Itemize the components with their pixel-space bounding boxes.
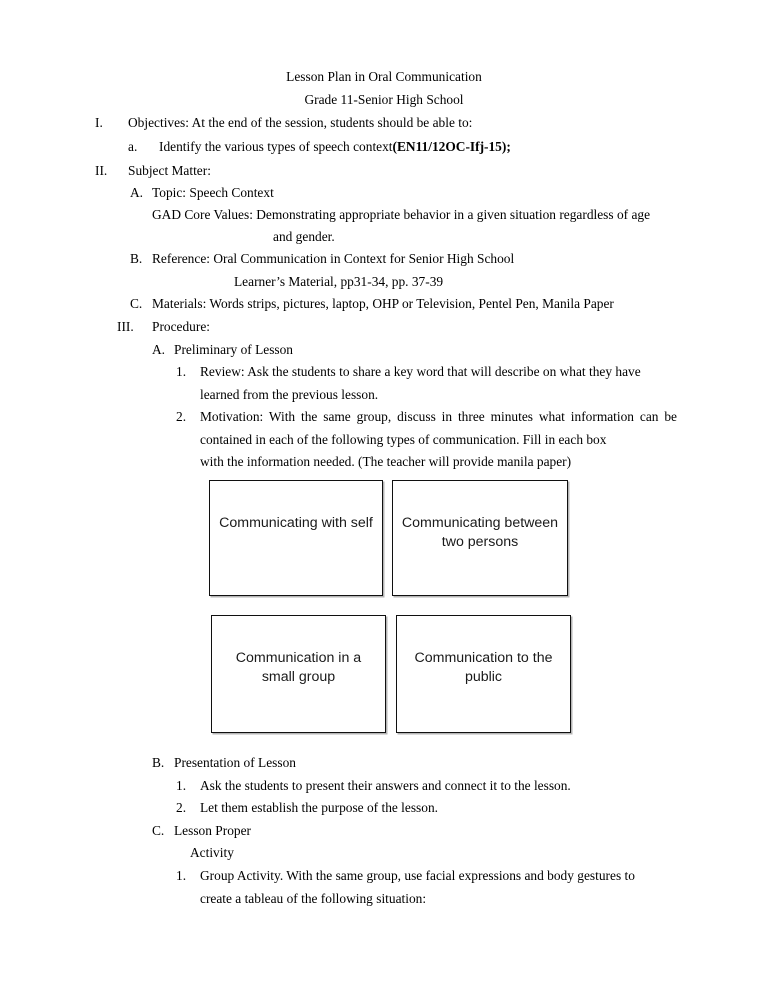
outline-item-iii-a-1	[176, 361, 677, 406]
outline-item-i-a	[128, 136, 677, 159]
outline-text-ii: Subject Matter:	[128, 163, 211, 178]
outline-marker-i-a: a.	[128, 139, 138, 154]
communication-box-3[interactable]	[211, 615, 386, 733]
outline-text-ii-b: Reference: Oral Communication in Context for Senior High School	[152, 251, 515, 266]
outline-text-iii-c-1	[200, 865, 677, 910]
outline-text-iii-c: Lesson Proper	[174, 823, 251, 838]
outline-text-iii-a: Preliminary of Lesson	[174, 342, 294, 357]
communication-box-1-label: Communicating with self	[219, 515, 373, 531]
outline-item-iii	[117, 316, 677, 339]
outline-marker-iii-b: B.	[152, 755, 165, 770]
outline-text-iii-b: Presentation of Lesson	[174, 755, 296, 770]
outline-text-i-a	[159, 136, 677, 159]
communication-box-3-label: Communication in a small group	[235, 650, 362, 685]
group-activity-text-line-2: create a tableau of the following situation:	[200, 890, 427, 906]
gad-core-values-line-1: GAD Core Values: Demonstrating appropriate behavior in a given situation regardless of age	[152, 207, 651, 222]
outline-marker-iii-a-2: 2.	[176, 409, 187, 424]
lesson-proper-activity-heading: Activity	[190, 845, 234, 860]
outline-marker-iii-b-2: 2.	[176, 800, 187, 815]
outline-item-iii-b-2	[176, 797, 677, 820]
communication-box-4-label: Communication to the public	[414, 650, 553, 685]
outline-marker-iii-a: A.	[152, 342, 166, 357]
communication-box-2[interactable]	[392, 480, 568, 596]
outline-item-iii-a	[152, 339, 677, 362]
outline-item-ii-b	[130, 248, 677, 271]
communication-box-2-label: Communicating between two persons	[401, 515, 559, 550]
outline-marker-iii-b-1: 1.	[176, 778, 187, 793]
outline-text-iii-b-2: Let them establish the purpose of the lesson.	[200, 800, 439, 815]
motivation-text-last-line: with the information needed. (The teacher will provide manila paper)	[200, 454, 572, 469]
outline-marker-ii: II.	[95, 163, 108, 178]
outline-text-ii-a: Topic: Speech Context	[152, 185, 274, 200]
group-activity-text-line-1: Group Activity. With the same group, use facial expressions and body gestures to	[200, 868, 635, 883]
outline-item-ii-a	[130, 182, 677, 205]
gad-core-values-line-2: and gender.	[273, 229, 335, 244]
outline-item-iii-b-1	[176, 775, 677, 798]
communication-box-1[interactable]	[209, 480, 383, 596]
outline-text-i: Objectives: At the end of the session, students should be able to:	[128, 115, 473, 130]
motivation-text-main: Motivation: With the same group, discuss in three minutes what information can be contained in each of the following types of communication. Fill in each box	[200, 409, 677, 447]
outline-item-ii-c	[130, 293, 677, 316]
page-title-line-1: Lesson Plan in Oral Communication	[286, 69, 482, 84]
competency-code: (EN11/12OC-Ifj-15);	[392, 139, 511, 154]
outline-text-iii-a-1	[200, 361, 677, 406]
outline-text-iii-b-1: Ask the students to present their answers and connect it to the lesson.	[200, 778, 571, 793]
outline-marker-iii-a-1: 1.	[176, 364, 187, 379]
outline-marker-iii: III.	[117, 319, 134, 334]
outline-item-iii-c	[152, 820, 677, 843]
objective-text: Identify the various types of speech context	[159, 139, 393, 154]
outline-marker-ii-a: A.	[130, 185, 144, 200]
outline-marker-ii-b: B.	[130, 251, 143, 266]
outline-marker-iii-c: C.	[152, 823, 165, 838]
communication-box-4[interactable]	[396, 615, 571, 733]
reference-learners-material: Learner’s Material, pp31-34, pp. 37-39	[234, 274, 444, 289]
outline-text-iii-a-2	[200, 406, 677, 474]
page-subtitle-line-2: Grade 11-Senior High School	[304, 92, 464, 107]
outline-item-iii-a-2	[176, 406, 677, 474]
outline-item-ii	[95, 160, 677, 183]
outline-text-ii-c: Materials: Words strips, pictures, laptop, OHP or Television, Pentel Pen, Manila Paper	[152, 296, 614, 311]
outline-item-iii-c-1	[176, 865, 677, 910]
outline-item-i	[95, 112, 677, 135]
outline-marker-iii-c-1: 1.	[176, 868, 187, 883]
outline-marker-i: I.	[95, 115, 103, 130]
outline-text-iii: Procedure:	[152, 319, 211, 334]
outline-marker-ii-c: C.	[130, 296, 143, 311]
review-text-line-1: Review: Ask the students to share a key word that will describe on what they have	[200, 364, 641, 379]
review-text-line-2: learned from the previous lesson.	[200, 386, 379, 402]
outline-item-iii-b	[152, 752, 677, 775]
